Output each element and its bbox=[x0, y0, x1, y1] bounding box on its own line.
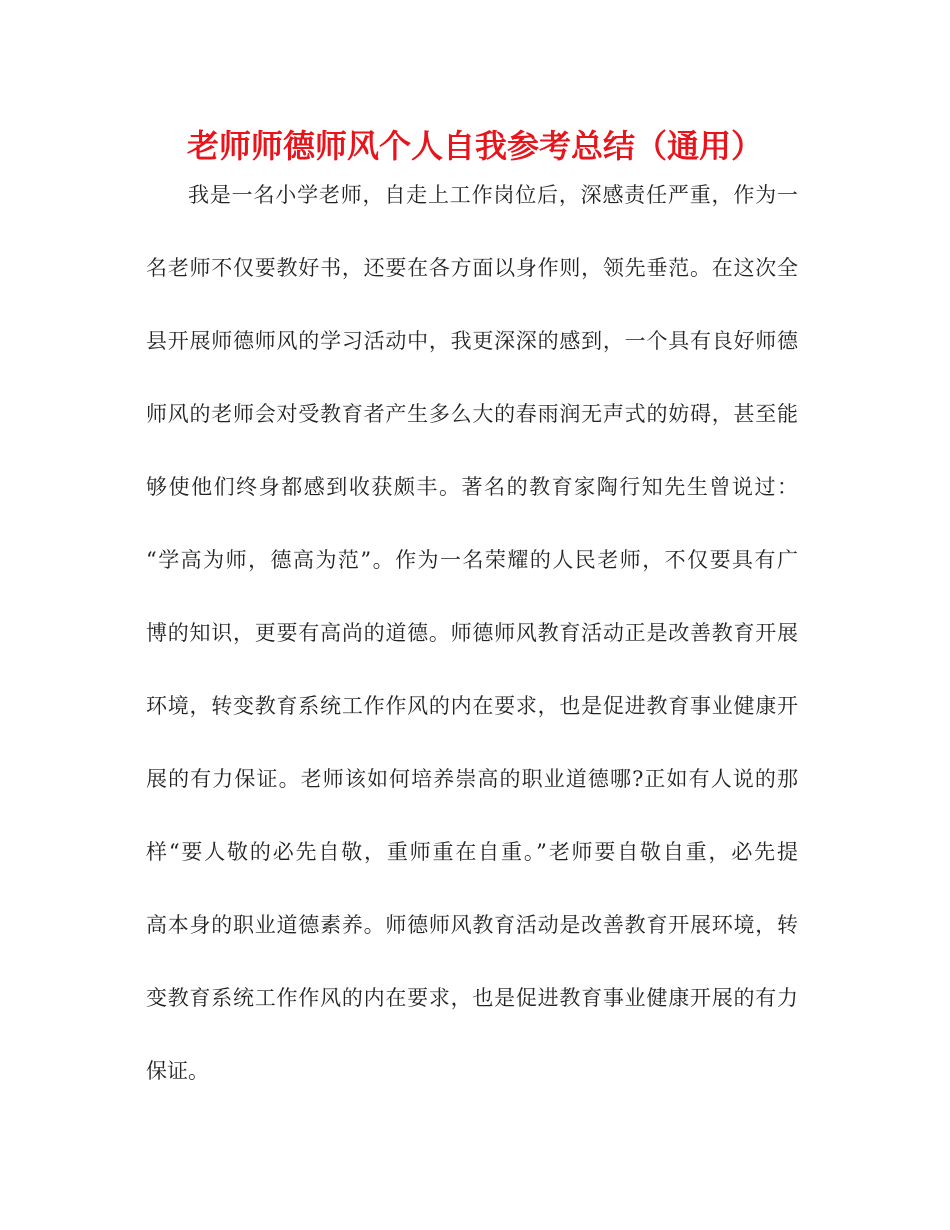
paragraph-line: 师风的老师会对受教育者产生多么大的春雨润无声式的妨碍，甚至能 bbox=[146, 402, 798, 426]
paragraph-line: “学高为师，德高为范”。作为一名荣耀的人民老师，不仅要具有广 bbox=[146, 548, 798, 572]
paragraph-line: 环境，转变教育系统工作作风的内在要求，也是促进教育事业健康开 bbox=[146, 694, 798, 718]
paragraph-line: 样“要人敬的必先自敬，重师重在自重。”老师要自敬自重，必先提 bbox=[146, 840, 798, 864]
paragraph-line: 县开展师德师风的学习活动中，我更深深的感到，一个具有良好师德 bbox=[146, 329, 798, 353]
paragraph-line: 我是一名小学老师，自走上工作岗位后，深感责任严重，作为一 bbox=[188, 183, 798, 207]
paragraph-line: 名老师不仅要教好书，还要在各方面以身作则，领先垂范。在这次全 bbox=[146, 256, 798, 280]
paragraph-line: 博的知识，更要有高尚的道德。师德师风教育活动正是改善教育开展 bbox=[146, 621, 798, 645]
document-body bbox=[146, 176, 798, 1125]
paragraph-line: 够使他们终身都感到收获颇丰。著名的教育家陶行知先生曾说过： bbox=[146, 475, 798, 499]
paragraph-line: 展的有力保证。老师该如何培养崇高的职业道德哪?正如有人说的那 bbox=[146, 767, 798, 791]
document-title: 老师师德师风个人自我参考总结（通用） bbox=[186, 127, 763, 165]
paragraph-line: 变教育系统工作作风的内在要求，也是促进教育事业健康开展的有力 bbox=[146, 986, 798, 1010]
paragraph-line: 高本身的职业道德素养。师德师风教育活动是改善教育开展环境，转 bbox=[146, 913, 798, 937]
paragraph-line: 保证。 bbox=[146, 1059, 209, 1083]
